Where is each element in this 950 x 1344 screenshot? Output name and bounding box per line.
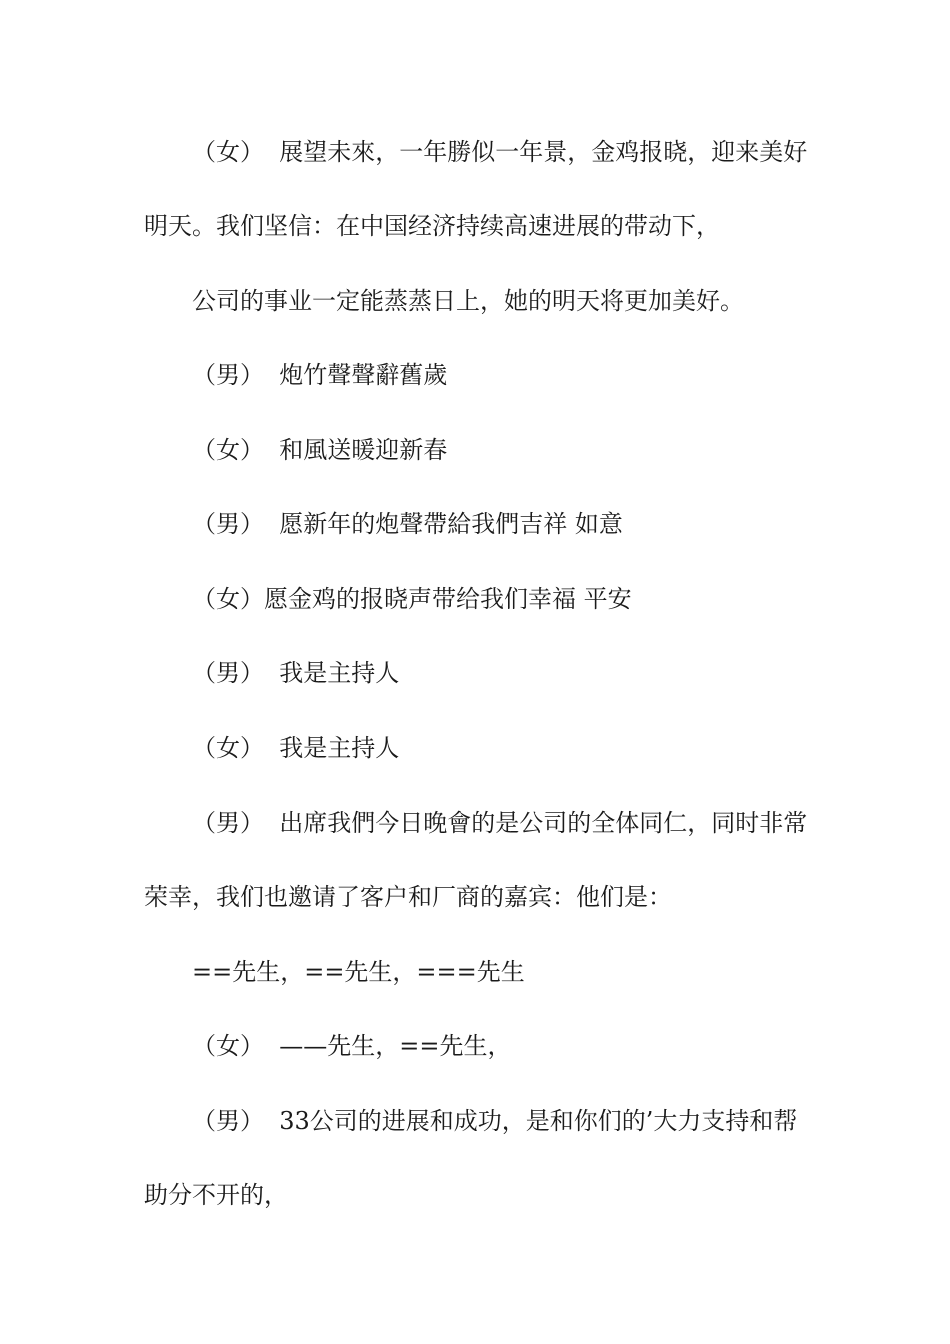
text-line-10: （男） 出席我們今日晚會的是公司的全体同仁，同时非常 <box>192 809 808 837</box>
text-line-6: （男） 愿新年的炮聲帶給我們吉祥 如意 <box>192 510 623 538</box>
text-line-5: （女） 和風送暖迎新春 <box>192 436 448 464</box>
text-line-9: （女） 我是主持人 <box>192 734 400 762</box>
text-line-2: 明天。我们坚信：在中国经济持续高速进展的带动下， <box>144 212 720 240</box>
text-line-12: ==先生，==先生，===先生 <box>192 958 525 986</box>
text-line-4: （男） 炮竹聲聲辭舊歲 <box>192 361 448 389</box>
text-line-15: 助分不开的， <box>144 1181 288 1209</box>
text-line-3: 公司的事业一定能蒸蒸日上，她的明天将更加美好。 <box>192 287 744 315</box>
text-line-11: 荣幸，我们也邀请了客户和厂商的嘉宾：他们是： <box>144 883 672 911</box>
text-line-13: （女） ——先生，==先生， <box>192 1032 512 1060</box>
text-line-7: （女）愿金鸡的报晓声带给我们幸福 平安 <box>192 585 632 613</box>
text-line-1: （女） 展望未來，一年勝似一年景，金鸡报晓，迎来美好 <box>192 138 808 166</box>
text-line-8: （男） 我是主持人 <box>192 659 400 687</box>
text-line-14: （男） 33公司的进展和成功，是和你们的’大力支持和帮 <box>192 1107 798 1135</box>
